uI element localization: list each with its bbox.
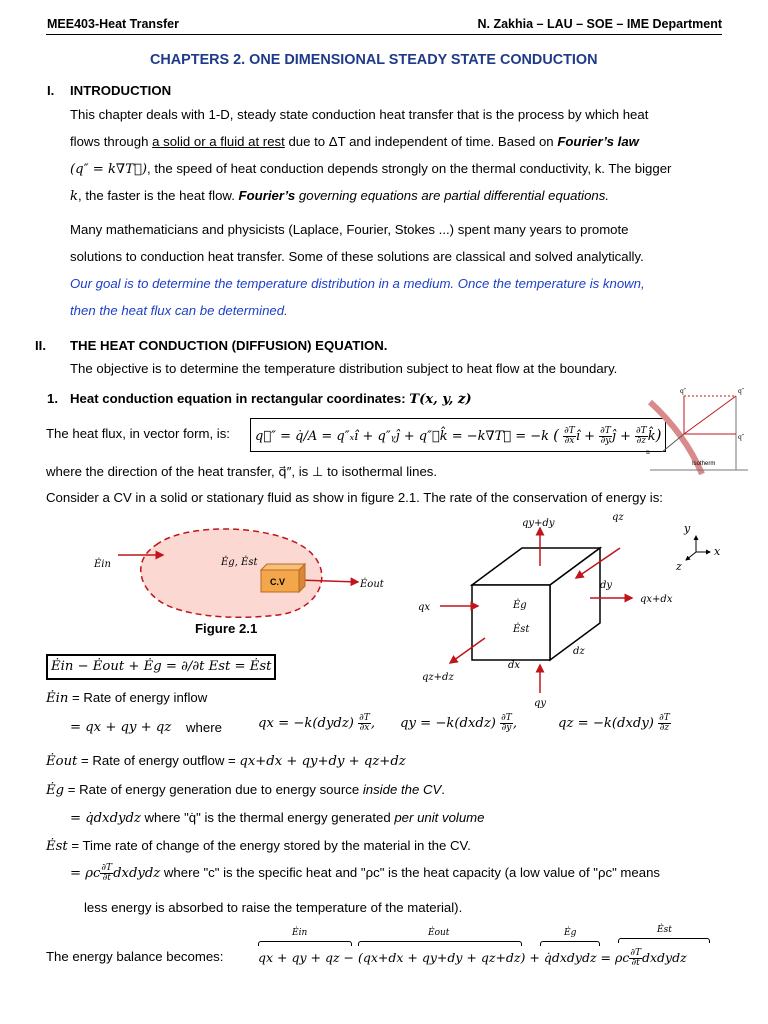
overbrace — [618, 938, 710, 943]
text-run: q̇dxdydz = ρc — [543, 950, 630, 965]
text-run: = Time rate of change of the energy stored by the material in the CV. — [67, 838, 471, 853]
overbrace — [540, 941, 600, 946]
eout-label: Ėout — [360, 579, 384, 590]
text-run: flows through — [70, 134, 153, 149]
text-run: governing equations are partial differential equations. — [295, 188, 610, 203]
est-equation-line — [70, 864, 660, 883]
text-run: Fourier’s — [238, 188, 296, 203]
text-run: due to ΔT and independent of time. Based on — [284, 134, 558, 149]
ein-symbol: Ėin — [46, 691, 69, 706]
z-axis-label: z — [676, 560, 682, 573]
section-heading: THE HEAT CONDUCTION (DIFFUSION) EQUATION. — [70, 338, 388, 353]
denominator: ∂z — [636, 436, 647, 446]
ein-label: Ėin — [94, 559, 111, 570]
flux-equation: q⃗″ = q̇/A = q″ₓî + q″ᵧĵ + q″𝓏k̂ = −k∇T⃗ = −k — [255, 429, 550, 444]
qz-dz-label: qz+dz — [422, 672, 454, 683]
text-run: where "c" is the specific heat and "ρc" is the heat capacity (a low value of "ρc" means — [160, 864, 660, 880]
overbrace — [258, 941, 352, 946]
text-run: = Rate of energy generation due to energy source — [64, 782, 363, 797]
eg-line — [46, 782, 445, 798]
cv-cube-top — [261, 564, 305, 570]
text-run: inside the CV — [362, 782, 442, 797]
est-label: Ėst — [513, 624, 530, 635]
fourier-equation: (q″ = k∇T⃗) — [70, 162, 148, 177]
q-label: q″ — [680, 388, 687, 395]
x-axis-label: x — [714, 545, 721, 558]
dz-label: dz — [573, 646, 585, 657]
subsection-heading — [70, 391, 472, 407]
goal-line: Our goal is to determine the temperature distribution in a medium. Once the temperature is known, — [70, 276, 645, 291]
fraction — [358, 714, 371, 733]
text-run: = Rate of energy inflow — [68, 690, 208, 705]
paragraph-line: where the direction of the heat transfer, q⃗″, is ⊥ to isothermal lines. — [46, 464, 438, 479]
text-run: . — [441, 782, 445, 797]
q-label: q″ — [738, 388, 745, 395]
qx-dx-label: qx+dx — [640, 594, 673, 605]
qx-label: qx — [418, 602, 431, 613]
text-run: = Rate of energy outflow = — [77, 753, 240, 768]
flux-label: The heat flux, in vector form, is: — [46, 426, 230, 441]
text-run: Heat conduction equation in rectangular coordinates: — [70, 391, 410, 406]
numerator: ∂T — [630, 948, 641, 958]
math-k: k — [70, 189, 78, 204]
coordinate-axes — [668, 518, 738, 576]
flux-equation-box: q⃗″ = q̇/A = q″ₓî + q″ᵧĵ + q″𝓏k̂ = −k∇T⃗ = −k ( $\frac{\partial T}{\partial x}$ î + $\frac{\partial T}{\partial y}$ ĵ + $\frac{\partial T}{\partial z}$ k̂) — [250, 418, 666, 452]
n-label: n — [646, 449, 650, 456]
overbrace — [358, 941, 522, 946]
qy-equation: qy = −k(dxdz) $\frac{\partial T}{\partial y}$ , — [400, 713, 518, 733]
goal-line: then the heat flux can be determined. — [70, 303, 288, 318]
numerator: ∂T — [659, 713, 670, 723]
fraction — [599, 427, 612, 446]
denominator: ∂z — [659, 723, 670, 733]
eg-symbol: Ėg — [46, 783, 65, 798]
balance-label: The energy balance becomes: — [46, 949, 224, 964]
cv-label: C.V — [270, 577, 286, 587]
denominator: ∂x — [564, 436, 575, 446]
denominator: ∂x — [359, 723, 370, 733]
z-axis — [686, 552, 696, 560]
cv-blob-figure — [88, 515, 408, 625]
qz-equation — [558, 714, 671, 733]
overbrace-label: Ėg — [564, 928, 577, 938]
numerator: ∂T — [564, 426, 575, 436]
denominator: ∂t — [102, 873, 111, 883]
header-right: N. Zakhia – LAU – SOE – IME Department — [477, 17, 722, 31]
denominator: ∂t — [631, 958, 640, 968]
text-run: , the speed of heat conduction depends strongly on the thermal conductivity, k. The bigger — [147, 161, 672, 176]
qy-label: qy — [534, 698, 547, 709]
text-run: − (qx+dx + qy+dy + qz+dz) + — [343, 950, 540, 965]
y-axis-label: y — [684, 522, 691, 535]
eout-symbol: Ėout — [46, 754, 78, 769]
overbrace-label: Ėin — [292, 928, 308, 938]
eg-equation-line — [70, 810, 485, 826]
text-run: qx + qy + qz — [258, 950, 340, 965]
paren-open: ( — [553, 426, 560, 444]
paragraph-line: Consider a CV in a solid or stationary fluid as show in figure 2.1. The rate of the conservation of energy is: — [46, 490, 663, 505]
balance-equation — [258, 949, 687, 968]
text-run: per unit volume — [394, 810, 485, 825]
paragraph-line: Many mathematicians and physicists (Laplace, Fourier, Stokes ...) spent many years to promote — [70, 222, 629, 237]
denominator: ∂y — [501, 723, 512, 733]
flux-arrow — [684, 396, 736, 434]
paragraph-line — [70, 188, 609, 204]
qx-equation: qx = −k(dydz) $\frac{\partial T}{\partial x}$ , — [258, 713, 376, 733]
fraction — [563, 427, 576, 446]
numerator: ∂T — [359, 713, 370, 723]
header-rule — [46, 34, 722, 35]
text-run: where "q̇" is the thermal energy generated — [140, 810, 395, 825]
figure-caption: Figure 2.1 — [195, 621, 258, 636]
fraction — [629, 949, 642, 968]
eout-equation: qx+dx + qy+dy + qz+dz — [239, 754, 406, 769]
normal-line — [662, 434, 684, 452]
text-run: = qx + qy + qz — [70, 720, 172, 735]
est-equation: = ρc — [70, 865, 101, 881]
paragraph-line — [70, 134, 639, 149]
numerator: ∂T — [600, 426, 611, 436]
fourier-law-text: Fourier’s law — [557, 134, 639, 149]
text-run: qy = −k(dxdz) — [400, 716, 496, 731]
q-label: q″ — [738, 434, 745, 441]
denominator: ∂y — [600, 436, 611, 446]
ein-line — [46, 690, 207, 706]
paragraph-line: less energy is absorbed to raise the temperature of the material). — [84, 900, 463, 915]
dy-label: dy — [600, 580, 613, 591]
cube-front — [472, 585, 550, 660]
page-title: CHAPTERS 2. ONE DIMENSIONAL STEADY STATE CONDUCTION — [150, 52, 598, 68]
numerator: ∂T — [501, 713, 512, 723]
overbrace-label: Ėout — [428, 928, 450, 938]
dx-label: dx — [508, 660, 521, 671]
section-number: II. — [35, 338, 46, 353]
overbrace-label: Ėst — [657, 925, 672, 935]
section-heading: INTRODUCTION — [70, 83, 172, 98]
where-text: where — [186, 720, 222, 735]
est-symbol: Ėst — [46, 839, 68, 854]
isotherm-label: Isotherm — [692, 461, 716, 467]
text-run: qx = −k(dydz) — [258, 716, 354, 731]
fraction — [100, 864, 113, 883]
text-run: dxdydz — [642, 950, 687, 965]
text-run: dxdydz — [113, 865, 161, 881]
fraction — [500, 714, 513, 733]
eg-equation: = q̇dxdydz — [70, 811, 141, 826]
section-number: I. — [47, 83, 55, 98]
underlined-text: a solid or a fluid at rest — [152, 134, 285, 149]
paren-close: ) — [655, 426, 662, 444]
energy-balance-box: Ėin − Ėout + Ėg = ∂/∂t Est = Ėst — [46, 654, 276, 680]
est-line — [46, 838, 471, 854]
ein-equation — [70, 720, 171, 735]
cube-figure — [410, 508, 690, 713]
qz-label: qz — [612, 512, 624, 523]
paragraph-line — [70, 161, 671, 177]
text-run: qz = −k(dxdy) — [558, 716, 654, 731]
fraction — [658, 714, 671, 733]
paragraph-line: The objective is to determine the temperature distribution subject to heat flow at the boundary. — [70, 361, 618, 376]
subsection-number: 1. — [47, 391, 58, 406]
isotherm-diagram — [640, 384, 758, 476]
text-run: , the faster is the heat flow. — [78, 188, 239, 203]
math-T: T(x, y, z) — [409, 392, 472, 407]
egst-label: Ėg, Ėst — [221, 557, 258, 568]
header-left: MEE403-Heat Transfer — [47, 17, 180, 31]
numerator: ∂T — [636, 426, 647, 436]
paragraph-line: This chapter deals with 1-D, steady state conduction heat transfer that is the process by which heat — [70, 107, 649, 122]
eout-line — [46, 753, 406, 769]
numerator: ∂T — [101, 863, 113, 873]
eg-label: Ėg — [513, 600, 527, 611]
paragraph-line: solutions to conduction heat transfer. Some of these solutions are classical and solved analytically. — [70, 249, 644, 264]
qy-dy-label: qy+dy — [522, 518, 555, 529]
